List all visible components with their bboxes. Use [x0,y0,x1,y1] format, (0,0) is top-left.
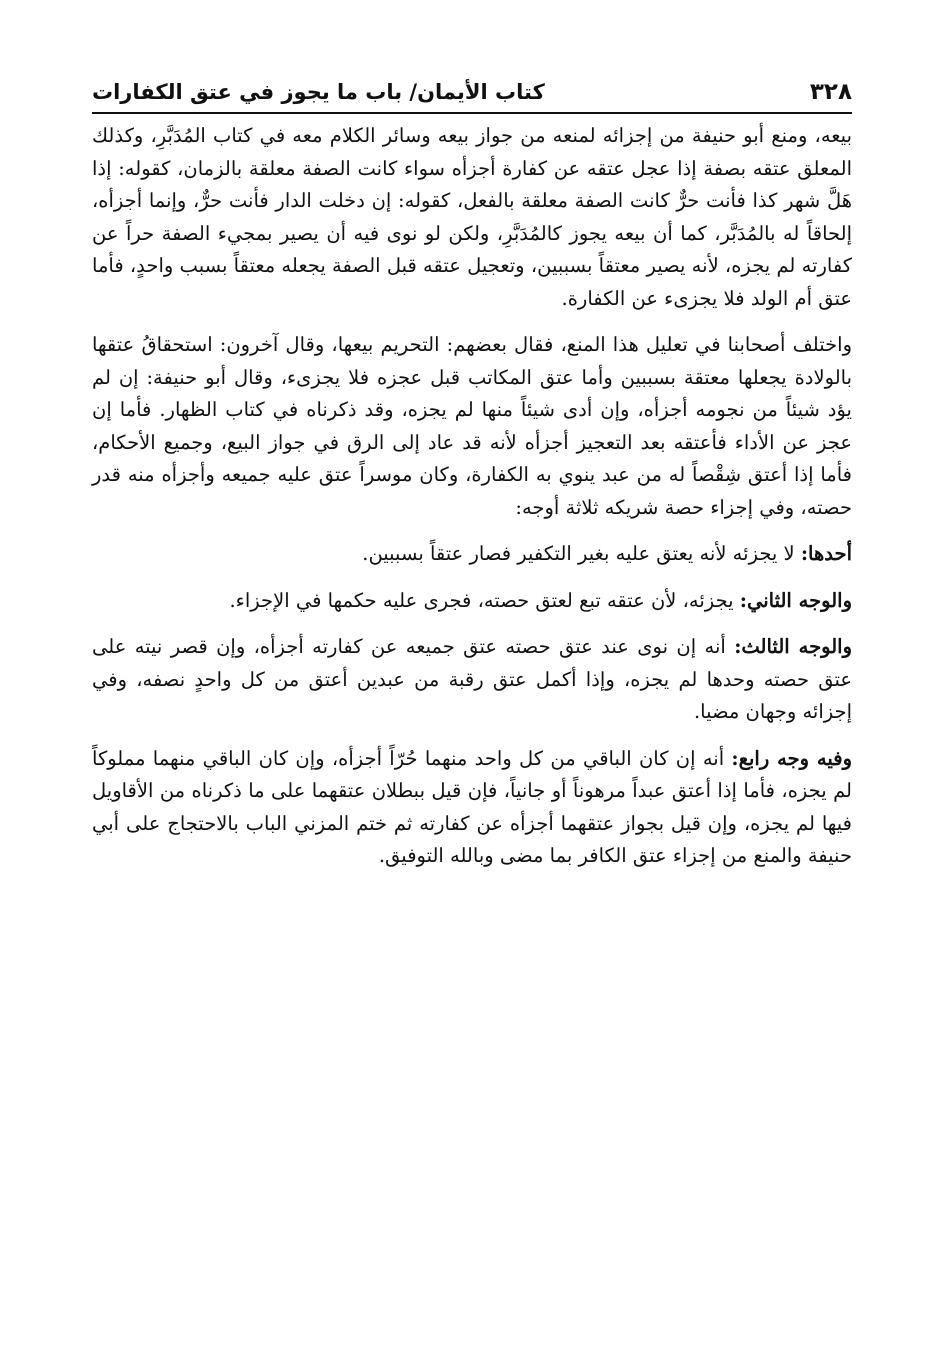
paragraph-third-view [92,631,852,729]
running-title: كتاب الأيمان/ باب ما يجوز في عتق الكفارات [92,80,545,104]
paragraph-2 [92,329,852,524]
paragraph-lead: وفيه وجه رابع: [731,746,853,770]
paragraph-fourth-view [92,743,852,873]
paragraph-first-view [92,538,852,571]
paragraph-lead: والوجه الثالث: [734,635,852,658]
paragraph-1 [92,120,852,315]
paragraph-text: بيعه، ومنع أبو حنيفة من إجزائه لمنعه من جواز بيعه وسائر الكلام معه في كتاب المُدَبَّرِ، وكذلك المعلق عتقه بصفة إذا عجل عتقه عن كفارة أجزأه سواء كانت الصفة معلقة بالزمان، كقوله: إذا هَلَّ شهر كذا فأنت حرٌّ كانت الصفة معلقة بالفعل، كقوله: إن دخلت الدار فأنت حرٌّ، وإنما أجزأه، إلحاقاً له بالمُدَبَّر، كما أن بيعه يجوز كالمُدَبَّرِ، ولكن لو نوى فيه أن يصير بمجيء الصفة حراً عن كفارته لم يجزه، لأنه يصير معتقاً بسببين، وتعجيل عتقه قبل الصفة يجعله معتقاً بسبب واحدٍ، فأما عتق أم الولد فلا يجزىء عن الكفارة. [92,124,852,310]
paragraph-text: أنه إن كان الباقي من كل واحد منهما حُرّاً أجزأه، وإن كان الباقي منهما مملوكاً لم يجزه، فأما إذا أعتق عبداً مرهوناً أو جانياً، فإن قيل ببطلان عتقهما على ما ذكرناه من الأقاويل فيها لم يجزه، وإن قيل بجواز عتقهما أجزأه عن كفارته ثم ختم المزني الباب بالاحتجاج على أبي حنيفة والمنع من إجزاء عتق الكافر بما مضى وبالله التوفيق. [92,746,852,867]
paragraph-lead: والوجه الثاني: [739,588,852,612]
paragraph-lead: أحدها: [800,542,852,565]
paragraph-text: أنه إن نوى عند عتق حصته عتق جميعه عن كفارته أجزأه، وإن قصر نيته على عتق حصته وحدها لم يجزه، وإذا أكمل عتق رقبة من عبدين أعتق من كل واحدٍ نصفه، وفي إجزائه وجهان مضيا. [92,635,852,723]
book-page [92,72,852,887]
paragraph-text: واختلف أصحابنا في تعليل هذا المنع، فقال بعضهم: التحريم بيعها، وقال آخرون: استحقاقُ عتقها بالولادة يجعلها معتقة بسببين وأما عتق المكاتب قبل عجزه فلا يجزىء، وقال أبو حنيفة: إن لم يؤد شيئاً من نجومه أجزأه، وإن أدى شيئاً منها لم يجزه، وقد ذكرناه في كتاب الظهار. فأما إن عجز عن الأداء فأعتقه بعد التعجيز أجزأه لأنه قد عاد إلى الرق في جواز البيع، وجميع الأحكام، فأما إذا أعتق شِقْصاً له من عبد ينوي به الكفارة، وكان موسراً عتق عليه جميعه وأجزأه منه قدر حصته، وفي إجزاء حصة شريكه ثلاثة أوجه: [92,333,852,519]
paragraph-text: يجزئه، لأن عتقه تبع لعتق حصته، فجرى عليه حكمها في الإجزاء. [229,588,740,612]
page-number: ٣٢٨ [809,79,852,105]
paragraph-second-view [92,585,852,618]
page-header [92,72,852,114]
paragraph-text: لا يجزئه لأنه يعتق عليه بغير التكفير فصار عتقاً بسببين. [362,542,801,565]
